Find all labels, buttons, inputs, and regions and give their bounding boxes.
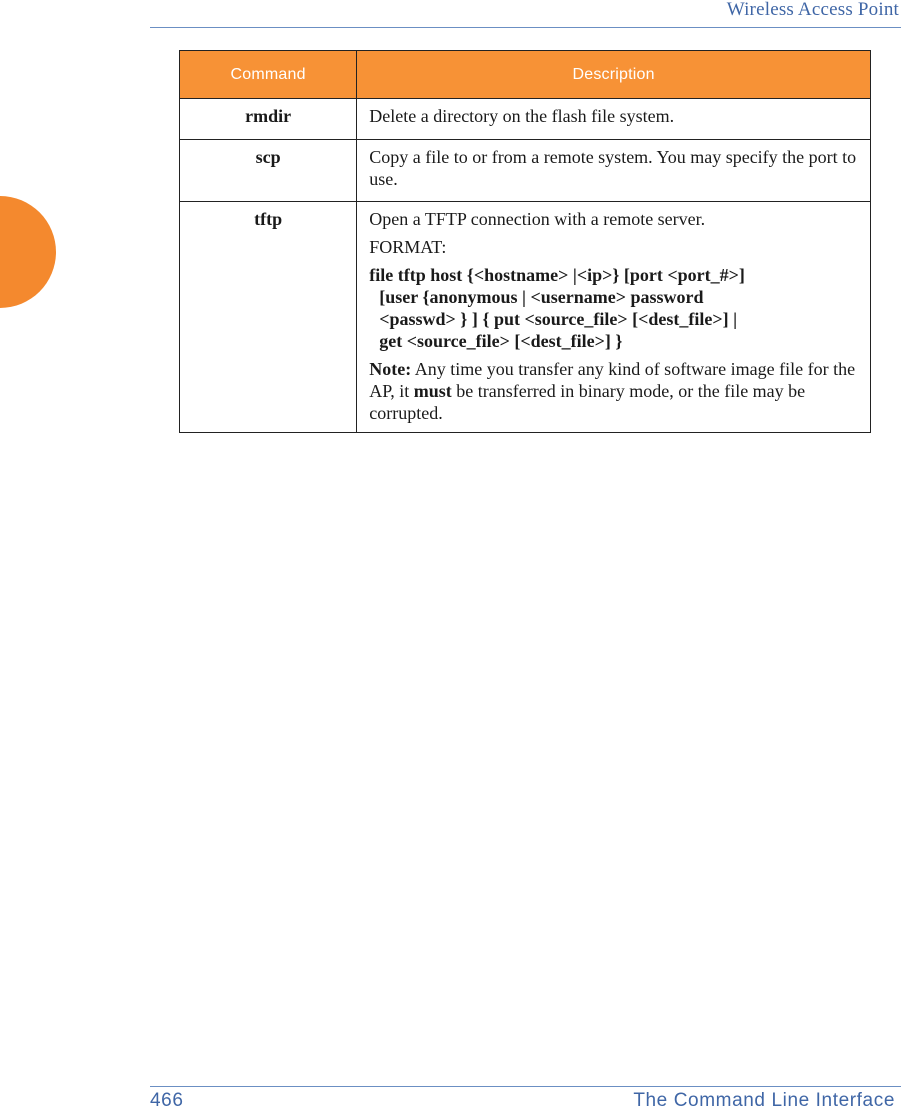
command-description: [357, 140, 871, 202]
chapter-side-tab: [0, 196, 56, 308]
page-number: 466: [150, 1090, 184, 1111]
column-header-description: Description: [357, 51, 871, 99]
note-label: Note:: [369, 359, 412, 379]
note-emphasis: must: [413, 381, 452, 401]
description-text: Delete a directory on the flash file system.: [369, 106, 675, 126]
note-text: be transferred in binary mode, or the file may be corrupted.: [369, 381, 806, 423]
note-text: Any time you transfer any kind of software image file for the AP, it: [369, 359, 856, 401]
command-name: rmdir: [180, 99, 357, 140]
command-name: tftp: [180, 202, 357, 433]
format-line: get <source_file> [<dest_file>] }: [379, 331, 623, 351]
footer-section-title: The Command Line Interface: [633, 1090, 895, 1111]
description-text: Open a TFTP connection with a remote server.: [369, 209, 706, 229]
table-row: [180, 99, 871, 140]
command-table: [179, 50, 871, 433]
command-name: scp: [180, 140, 357, 202]
note-paragraph: [369, 358, 858, 424]
format-syntax: [369, 264, 858, 352]
command-description: [357, 202, 871, 433]
header-divider: [150, 27, 901, 28]
table-header-row: [180, 51, 871, 99]
table-row: [180, 202, 871, 433]
footer-divider: [150, 1086, 901, 1087]
table-row: [180, 140, 871, 202]
column-header-command: Command: [180, 51, 357, 99]
format-line: [user {anonymous | <username> password: [379, 287, 704, 307]
format-line: file tftp host {<hostname> |<ip>} [port <port_#>]: [369, 265, 745, 285]
running-header-title: Wireless Access Point: [726, 0, 899, 20]
command-description: [357, 99, 871, 140]
description-text: Copy a file to or from a remote system. You may specify the port to use.: [369, 147, 857, 189]
format-line: <passwd> } ] { put <source_file> [<dest_file>] |: [379, 309, 738, 329]
format-label: FORMAT:: [369, 237, 447, 257]
